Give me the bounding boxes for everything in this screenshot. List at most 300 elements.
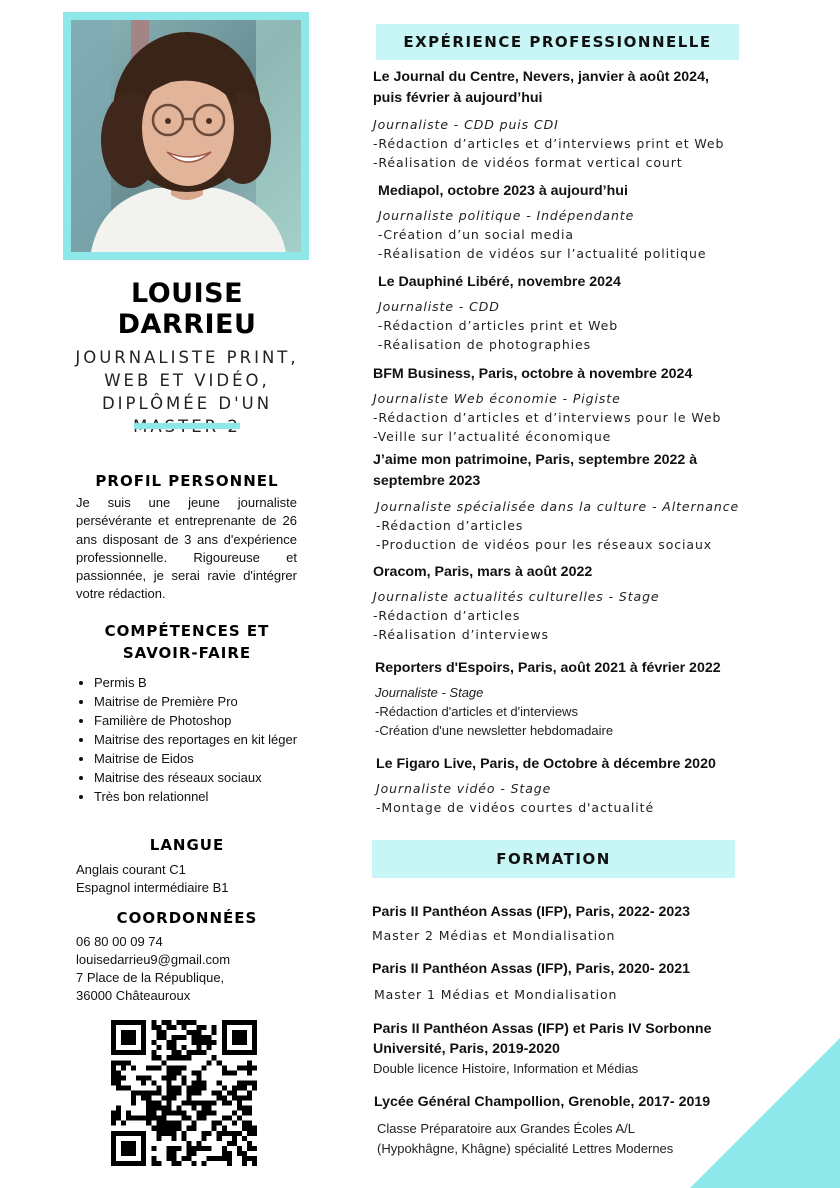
qr-module <box>217 1096 222 1101</box>
qr-module <box>141 1096 146 1101</box>
qr-module <box>141 1161 146 1166</box>
qr-module <box>202 1146 207 1151</box>
coordonnees-heading: COORDONNÉES <box>116 909 258 927</box>
job-role: Journaliste - Stage <box>375 685 484 700</box>
qr-module <box>176 1065 181 1070</box>
qr-module <box>212 1126 217 1131</box>
formation-entry <box>372 902 812 945</box>
qr-module <box>131 1161 136 1166</box>
qr-module <box>121 1030 126 1035</box>
qr-module <box>222 1126 227 1131</box>
qr-module <box>131 1101 136 1106</box>
qr-module <box>151 1106 156 1111</box>
qr-module <box>171 1040 176 1045</box>
qr-module <box>227 1050 232 1055</box>
qr-module <box>192 1090 197 1095</box>
qr-module <box>232 1131 237 1136</box>
qr-module <box>121 1131 126 1136</box>
qr-module <box>227 1131 232 1136</box>
qr-module <box>217 1131 222 1136</box>
address-line: 36000 Châteauroux <box>76 988 191 1003</box>
job-title-line: Mediapol, octobre 2023 à aujourd’hui <box>378 183 628 199</box>
list-item: • Très bon relationnel <box>94 787 319 806</box>
qr-module <box>222 1065 227 1070</box>
formation-title: Lycée Général Champollion, Grenoble, 2017- 2019 <box>374 1094 711 1110</box>
qr-module <box>176 1035 181 1040</box>
qr-module <box>227 1070 232 1075</box>
qr-module <box>141 1035 146 1040</box>
qr-module <box>197 1090 202 1095</box>
qr-module <box>141 1075 146 1080</box>
qr-module <box>197 1085 202 1090</box>
qr-module <box>192 1030 197 1035</box>
qr-module <box>181 1156 186 1161</box>
qr-module <box>207 1111 212 1116</box>
qr-module <box>247 1065 252 1070</box>
qr-module <box>131 1040 136 1045</box>
job-detail: -Rédaction d’articles <box>373 608 521 623</box>
qr-module <box>136 1131 141 1136</box>
qr-module <box>156 1030 161 1035</box>
qr-module <box>121 1065 126 1070</box>
qr-module <box>242 1080 247 1085</box>
qr-module <box>176 1146 181 1151</box>
job-title-line: WEB ET VIDÉO, <box>104 371 270 390</box>
qr-module <box>166 1045 171 1050</box>
qr-module <box>252 1085 257 1090</box>
qr-module <box>136 1075 141 1080</box>
qr-module <box>156 1106 161 1111</box>
job-title-line: Reporters d'Espoirs, Paris, août 2021 à février 2022 <box>375 660 721 676</box>
list-item: Anglais courant C1 <box>76 862 186 877</box>
qr-module <box>242 1040 247 1045</box>
job-role: Journaliste spécialisée dans la culture - Alternance <box>376 499 740 514</box>
qr-module <box>222 1085 227 1090</box>
qr-module <box>121 1050 126 1055</box>
qr-module <box>111 1141 116 1146</box>
qr-module <box>156 1085 161 1090</box>
qr-module <box>126 1151 131 1156</box>
qr-module <box>151 1055 156 1060</box>
qr-module <box>111 1111 116 1116</box>
qr-module <box>151 1065 156 1070</box>
experience-heading: EXPÉRIENCE PROFESSIONNELLE <box>376 24 739 60</box>
qr-module <box>116 1080 121 1085</box>
qr-module <box>222 1035 227 1040</box>
title-underline <box>134 423 240 429</box>
qr-module <box>156 1045 161 1050</box>
qr-module <box>207 1045 212 1050</box>
qr-module <box>252 1030 257 1035</box>
job-title-line: BFM Business, Paris, octobre à novembre 2024 <box>373 366 693 382</box>
qr-module <box>166 1070 171 1075</box>
qr-module <box>161 1096 166 1101</box>
qr-module <box>166 1126 171 1131</box>
qr-module <box>166 1111 171 1116</box>
qr-module <box>192 1050 197 1055</box>
job-entry <box>376 754 821 817</box>
phone-number[interactable]: 06 80 00 09 74 <box>76 934 163 949</box>
qr-module <box>111 1156 116 1161</box>
qr-module <box>121 1121 126 1126</box>
qr-module <box>202 1111 207 1116</box>
qr-module <box>161 1030 166 1035</box>
qr-module <box>151 1116 156 1121</box>
job-role: Journaliste - CDD puis CDI <box>373 117 559 132</box>
qr-module <box>222 1025 227 1030</box>
qr-module <box>111 1025 116 1030</box>
qr-module <box>232 1136 237 1141</box>
qr-module <box>217 1121 222 1126</box>
qr-module <box>207 1035 212 1040</box>
job-entry <box>378 181 823 263</box>
qr-module <box>222 1101 227 1106</box>
qr-module <box>111 1070 116 1075</box>
qr-module <box>232 1090 237 1095</box>
qr-module <box>126 1060 131 1065</box>
qr-module <box>222 1146 227 1151</box>
qr-module <box>187 1030 192 1035</box>
qr-module <box>141 1025 146 1030</box>
qr-module <box>247 1141 252 1146</box>
qr-module <box>146 1106 151 1111</box>
qr-module <box>121 1040 126 1045</box>
job-detail: -Création d’un social media <box>378 227 574 242</box>
list-item: • Maitrise des reportages en kit léger <box>94 730 319 749</box>
formation-title: Paris II Panthéon Assas (IFP), Paris, 2020- 2021 <box>372 961 691 977</box>
qr-module <box>252 1065 257 1070</box>
qr-module <box>156 1065 161 1070</box>
qr-module <box>111 1121 116 1126</box>
qr-module <box>212 1090 217 1095</box>
qr-module <box>252 1040 257 1045</box>
qr-module <box>171 1050 176 1055</box>
qr-module <box>232 1096 237 1101</box>
qr-module <box>131 1065 136 1070</box>
qr-module <box>212 1101 217 1106</box>
qr-module <box>181 1116 186 1121</box>
qr-module <box>212 1111 217 1116</box>
qr-module <box>232 1070 237 1075</box>
qr-module <box>222 1045 227 1050</box>
qr-module <box>202 1136 207 1141</box>
qr-module <box>237 1030 242 1035</box>
qr-module <box>121 1161 126 1166</box>
qr-module <box>121 1060 126 1065</box>
qr-module <box>126 1116 131 1121</box>
qr-module <box>131 1116 136 1121</box>
qr-module <box>202 1116 207 1121</box>
qr-module <box>166 1085 171 1090</box>
qr-module <box>247 1156 252 1161</box>
qr-module <box>247 1090 252 1095</box>
qr-module <box>252 1126 257 1131</box>
qr-module <box>176 1161 181 1166</box>
qr-module <box>136 1161 141 1166</box>
qr-module <box>252 1045 257 1050</box>
qr-module <box>111 1075 116 1080</box>
qr-module <box>242 1085 247 1090</box>
job-title-line: JOURNALISTE PRINT, <box>75 348 299 367</box>
qr-module <box>237 1085 242 1090</box>
qr-module <box>197 1045 202 1050</box>
qr-module <box>151 1090 156 1095</box>
qr-module <box>217 1136 222 1141</box>
qr-module <box>111 1131 116 1136</box>
qr-module <box>232 1121 237 1126</box>
qr-module <box>181 1136 186 1141</box>
qr-module <box>227 1141 232 1146</box>
qr-module <box>146 1101 151 1106</box>
qr-module <box>171 1151 176 1156</box>
qr-module <box>121 1141 126 1146</box>
qr-module <box>126 1085 131 1090</box>
qr-module <box>176 1106 181 1111</box>
qr-module <box>181 1025 186 1030</box>
job-detail: -Réalisation de vidéos sur l’actualité politique <box>378 246 707 261</box>
qr-module <box>141 1090 146 1095</box>
qr-module <box>197 1040 202 1045</box>
qr-module <box>222 1156 227 1161</box>
qr-module <box>156 1136 161 1141</box>
qr-module <box>171 1025 176 1030</box>
qr-module <box>202 1040 207 1045</box>
qr-module <box>192 1101 197 1106</box>
qr-module <box>242 1030 247 1035</box>
formation-heading: FORMATION <box>372 840 735 878</box>
qr-module <box>136 1020 141 1025</box>
qr-module <box>171 1131 176 1136</box>
qr-module <box>242 1151 247 1156</box>
qr-module <box>166 1020 171 1025</box>
competences-list <box>76 673 319 806</box>
job-role: Journaliste politique - Indépendante <box>378 208 635 223</box>
qr-module <box>141 1050 146 1055</box>
qr-module <box>237 1065 242 1070</box>
qr-module <box>237 1050 242 1055</box>
qr-module <box>202 1050 207 1055</box>
qr-module <box>242 1050 247 1055</box>
qr-module <box>176 1090 181 1095</box>
qr-module <box>171 1126 176 1131</box>
qr-module <box>187 1090 192 1095</box>
qr-module <box>232 1085 237 1090</box>
qr-module <box>176 1111 181 1116</box>
competences-heading-line: SAVOIR-FAIRE <box>122 644 252 662</box>
job-detail: -Réalisation de photographies <box>378 337 592 352</box>
qr-module <box>252 1050 257 1055</box>
qr-module <box>126 1131 131 1136</box>
qr-module <box>202 1035 207 1040</box>
qr-module <box>176 1085 181 1090</box>
job-detail: -Rédaction d’articles et d’interviews print et Web <box>373 136 725 151</box>
qr-module <box>217 1090 222 1095</box>
qr-module <box>181 1131 186 1136</box>
qr-module <box>202 1080 207 1085</box>
qr-module <box>176 1055 181 1060</box>
qr-module <box>126 1161 131 1166</box>
qr-module <box>116 1085 121 1090</box>
job-entry <box>378 272 823 354</box>
qr-module <box>181 1080 186 1085</box>
job-detail: -Réalisation d’interviews <box>373 627 549 642</box>
address-line: 7 Place de la République, <box>76 970 225 985</box>
qr-module <box>121 1075 126 1080</box>
qr-module <box>192 1121 197 1126</box>
qr-module <box>181 1045 186 1050</box>
list-item: Espagnol intermédiaire B1 <box>76 880 229 895</box>
qr-module <box>141 1045 146 1050</box>
job-role: Journaliste actualités culturelles - Stage <box>373 589 660 604</box>
email-address[interactable]: louisedarrieu9@gmail.com <box>76 952 231 967</box>
job-detail: -Montage de vidéos courtes d'actualité <box>376 800 655 815</box>
qr-module <box>202 1065 207 1070</box>
qr-module <box>151 1146 156 1151</box>
qr-module <box>156 1055 161 1060</box>
qr-module <box>232 1020 237 1025</box>
qr-module <box>222 1070 227 1075</box>
qr-module <box>222 1096 227 1101</box>
qr-module <box>141 1030 146 1035</box>
qr-module <box>116 1060 121 1065</box>
qr-module <box>181 1065 186 1070</box>
qr-module <box>171 1156 176 1161</box>
qr-module <box>232 1111 237 1116</box>
qr-module <box>187 1141 192 1146</box>
qr-module <box>237 1106 242 1111</box>
formation-entry <box>372 959 812 1004</box>
qr-module <box>187 1101 192 1106</box>
qr-module <box>222 1050 227 1055</box>
qr-module <box>111 1080 116 1085</box>
qr-module <box>116 1020 121 1025</box>
qr-module <box>171 1096 176 1101</box>
qr-module <box>242 1065 247 1070</box>
qr-module <box>247 1126 252 1131</box>
qr-module <box>156 1116 161 1121</box>
qr-module <box>242 1096 247 1101</box>
qr-module <box>187 1085 192 1090</box>
qr-module <box>222 1151 227 1156</box>
qr-module <box>116 1111 121 1116</box>
qr-module <box>151 1040 156 1045</box>
qr-module <box>197 1116 202 1121</box>
qr-module <box>217 1060 222 1065</box>
qr-module <box>237 1151 242 1156</box>
qr-module <box>166 1080 171 1085</box>
qr-module <box>222 1030 227 1035</box>
qr-module <box>237 1146 242 1151</box>
qr-module <box>247 1060 252 1065</box>
qr-module <box>197 1111 202 1116</box>
qr-module <box>242 1035 247 1040</box>
formation-desc: Master 1 Médias et Mondialisation <box>374 987 618 1002</box>
qr-module <box>227 1156 232 1161</box>
qr-module <box>146 1090 151 1095</box>
qr-module <box>247 1096 252 1101</box>
qr-module <box>136 1116 141 1121</box>
formation-desc: Master 2 Médias et Mondialisation <box>372 928 616 943</box>
qr-module <box>151 1101 156 1106</box>
job-entry <box>373 67 818 172</box>
qr-module <box>227 1151 232 1156</box>
qr-module <box>181 1075 186 1080</box>
profil-text: Je suis une jeune journaliste persévérante et entreprenante de 26 ans disposant de 3 ans d'expérience professionnelle. Rigoureuse et passionnée, je serai ravie d'intégrer votre rédaction. <box>76 495 297 602</box>
qr-module <box>207 1146 212 1151</box>
qr-module <box>192 1106 197 1111</box>
qr-module <box>166 1101 171 1106</box>
qr-module <box>212 1121 217 1126</box>
qr-module <box>166 1151 171 1156</box>
qr-module <box>111 1020 116 1025</box>
qr-module <box>202 1101 207 1106</box>
qr-module <box>146 1075 151 1080</box>
qr-module <box>222 1040 227 1045</box>
qr-module <box>141 1116 146 1121</box>
qr-module <box>187 1146 192 1151</box>
qr-module <box>126 1111 131 1116</box>
qr-module <box>131 1050 136 1055</box>
qr-module <box>161 1131 166 1136</box>
qr-module <box>146 1121 151 1126</box>
formation-title: Paris II Panthéon Assas (IFP), Paris, 2022- 2023 <box>372 904 691 920</box>
qr-module <box>116 1116 121 1121</box>
contact-block <box>76 933 306 1005</box>
list-item: • Familière de Photoshop <box>94 711 319 730</box>
qr-module <box>116 1070 121 1075</box>
qr-module <box>126 1050 131 1055</box>
job-detail: -Veille sur l’actualité économique <box>373 429 612 444</box>
qr-module <box>171 1070 176 1075</box>
job-entry <box>373 562 818 644</box>
qr-module <box>161 1106 166 1111</box>
qr-module <box>187 1020 192 1025</box>
qr-module <box>151 1050 156 1055</box>
qr-module <box>131 1131 136 1136</box>
qr-module <box>166 1106 171 1111</box>
qr-module <box>232 1141 237 1146</box>
qr-module <box>141 1141 146 1146</box>
qr-module <box>161 1116 166 1121</box>
qr-module <box>131 1090 136 1095</box>
job-detail: -Rédaction d'articles et d'interviews <box>375 704 578 719</box>
qr-module <box>252 1131 257 1136</box>
job-title-line: Oracom, Paris, mars à août 2022 <box>373 564 593 580</box>
job-role: Journaliste - CDD <box>378 299 500 314</box>
qr-module <box>116 1075 121 1080</box>
qr-module <box>187 1151 192 1156</box>
qr-module <box>181 1055 186 1060</box>
job-title-line: J’aime mon patrimoine, Paris, septembre 2022 à <box>373 452 698 468</box>
qr-module <box>111 1035 116 1040</box>
qr-code[interactable] <box>111 1020 257 1166</box>
qr-module <box>176 1121 181 1126</box>
list-item: • Maitrise de Eidos <box>94 749 319 768</box>
qr-module <box>202 1131 207 1136</box>
qr-module <box>252 1025 257 1030</box>
qr-module <box>217 1080 222 1085</box>
qr-module <box>166 1156 171 1161</box>
person-last-name: DARRIEU <box>117 309 257 340</box>
qr-module <box>192 1161 197 1166</box>
profile-photo <box>71 20 301 252</box>
qr-module <box>192 1151 197 1156</box>
qr-module <box>212 1025 217 1030</box>
job-detail: -Production de vidéos pour les réseaux sociaux <box>376 537 713 552</box>
qr-module <box>161 1035 166 1040</box>
qr-module <box>131 1096 136 1101</box>
qr-module <box>166 1065 171 1070</box>
